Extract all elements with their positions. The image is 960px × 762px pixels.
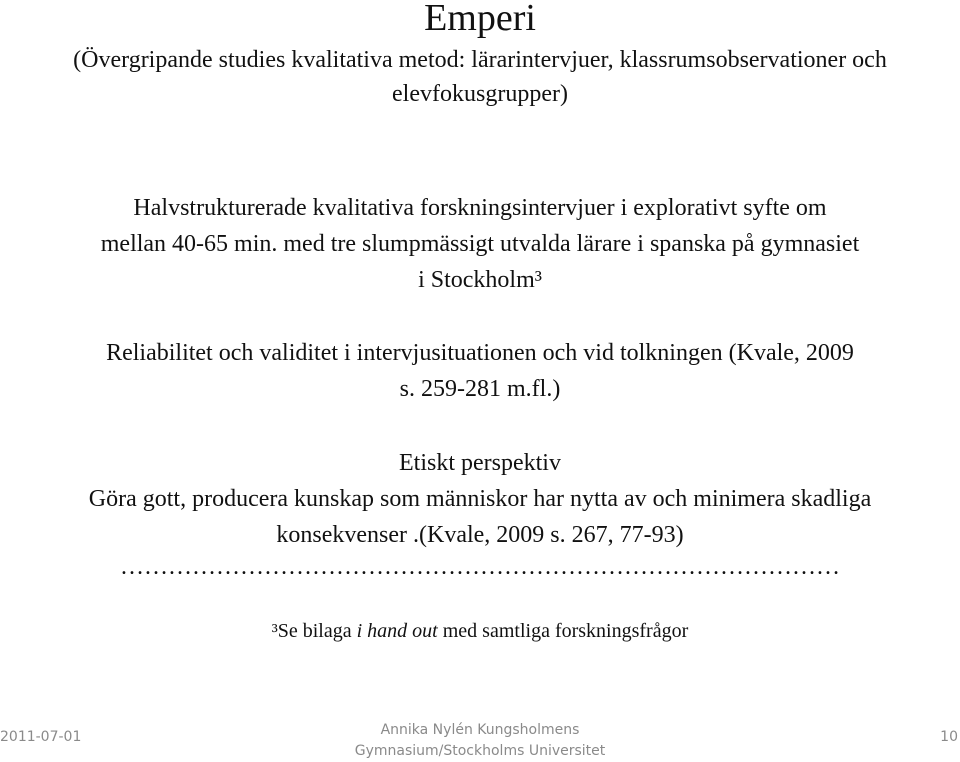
subtitle-line-2: elevfokusgrupper): [392, 81, 568, 107]
footer-page-number: 10: [940, 729, 958, 745]
slide-subtitle: [0, 43, 960, 111]
reliability-paragraph: [0, 335, 960, 407]
interviews-line-2: mellan 40-65 min. med tre slumpmässigt utvalda lärare i spanska på gymnasiet: [100, 231, 860, 257]
interviews-paragraph: [0, 190, 960, 298]
footer-author-line-2: Gymnasium/Stockholms Universitet: [354, 743, 606, 759]
ethics-heading: Etiskt perspektiv: [399, 450, 561, 476]
interviews-line-1: Halvstrukturerade kvalitativa forskningsintervjuer i explorativt syfte om: [133, 195, 827, 221]
footer-author: [0, 720, 960, 762]
footnote-suffix: med samtliga forskningsfrågor: [437, 620, 689, 642]
interviews-line-3: i Stockholm³: [418, 267, 542, 293]
footer-date: 2011-07-01: [0, 729, 82, 745]
slide-title: Emperi: [424, 0, 536, 39]
ethics-line-2: konsekvenser .(Kvale, 2009 s. 267, 77-93): [276, 522, 684, 548]
reliability-line-2: s. 259-281 m.fl.): [399, 376, 561, 402]
subtitle-line-1: (Övergripande studies kvalitativa metod: lärarintervjuer, klassrumsobservationer och: [73, 47, 887, 73]
footer-author-line-1: Annika Nylén Kungsholmens: [380, 722, 580, 738]
footnote-prefix: ³Se bilaga: [271, 620, 357, 642]
footnote: [0, 617, 960, 645]
ethics-line-1: Göra gott, producera kunskap som människor har nytta av och minimera skadliga: [88, 486, 872, 512]
dotted-separator: ………………………………………………………………………………: [120, 554, 840, 580]
reliability-line-1: Reliabilitet och validitet i intervjusituationen och vid tolkningen (Kvale, 2009: [106, 340, 854, 366]
ethics-paragraph: [0, 445, 960, 553]
footnote-emphasis: i hand out: [356, 620, 438, 642]
